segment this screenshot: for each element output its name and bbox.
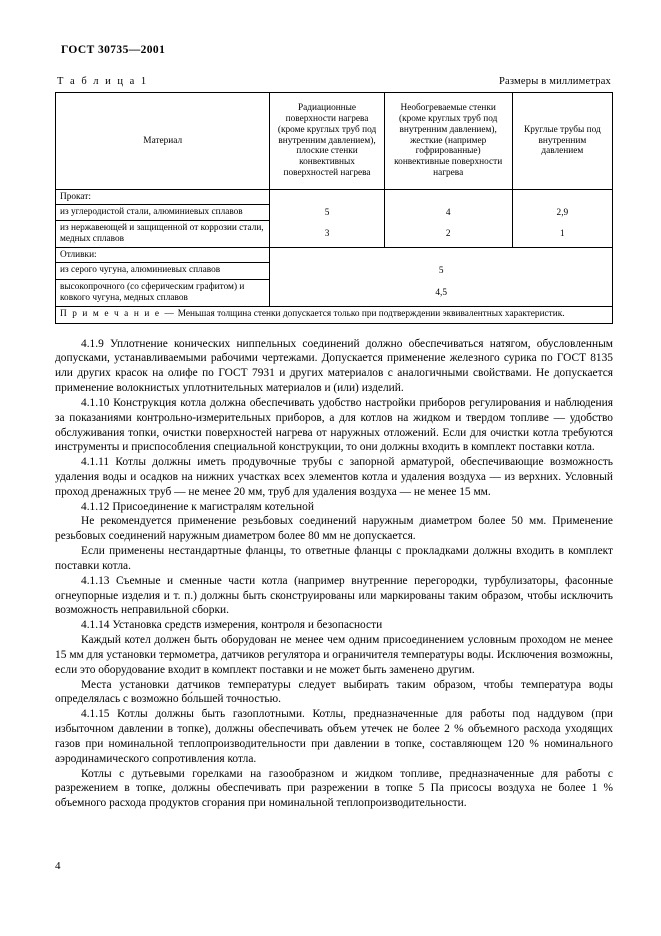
paragraph: 4.1.11 Котлы должны иметь продувочные трубы с запорной арматурой, обеспечивающие возможность удаления воды и осадков на нижних участках всех элементов котла и удаления воздуха — из верхних. Условный проход дренажных труб — не менее 20 мм, труб для удаления воздуха — не менее 15 мм.	[55, 456, 613, 498]
table-value-cell: 5	[270, 205, 384, 221]
table-empty-cell	[384, 190, 512, 205]
paragraph: 4.1.14 Установка средств измерения, контроля и безопасности	[81, 619, 383, 632]
table-value-cell: 1	[512, 221, 612, 248]
table-value-cell: 4,5	[270, 279, 613, 306]
table-note-row	[56, 306, 613, 323]
table-value-cell: 2,9	[512, 205, 612, 221]
table-header-cell: Круглые трубы под внутренним давлением	[512, 93, 612, 190]
paragraph: Не рекомендуется применение резьбовых соединений наружным диаметром более 50 мм. Применение резьбовых соединений наружным диаметром более 80 мм не допускается.	[55, 515, 613, 543]
table-row	[56, 221, 613, 248]
table-caption-label: Т а б л и ц а 1	[57, 76, 149, 87]
paragraph: 4.1.10 Конструкция котла должна обеспечивать удобство настройки приборов регулирования и наблюдения за показаниями контрольно-измерительных приборов, а для котлов на жидком и твердом топливе — удобство обслуживания топки, очистки поверхностей нагрева от наружных отложений. Если для очистки котла требуются инструменты и приспособления специальной конструкции, то они должны входить в комплект поставки котла.	[55, 396, 613, 454]
paragraph: Места установки датчиков температуры следует выбирать таким образом, чтобы температура воды определялась с возможно бо́льшей точностью.	[55, 678, 613, 706]
table-row	[56, 205, 613, 221]
paragraph: Если применены нестандартные фланцы, то ответные фланцы с прокладками должны входить в комплект поставки котла.	[55, 545, 613, 572]
table-units-label: Размеры в миллиметрах	[498, 76, 611, 87]
table-group-row	[56, 190, 613, 205]
table-empty-cell	[512, 190, 612, 205]
standard-header: ГОСТ 30735—2001	[61, 44, 166, 56]
table-note-text: Меньшая толщина стенки допускается только при подтверждении эквивалентных характеристик.	[175, 308, 565, 319]
table-header-cell: Радиационные поверхности нагрева (кроме круглых труб под внутренним давлением), плоские стенки конвективных поверхностей нагрева	[270, 93, 384, 190]
paragraph: Котлы с дутьевыми горелками на газообразном и жидком топливе, предназначенные для работы с разрежением в топке, должны обеспечивать при разрежении в топке 5 Па присосы воздуха не более 1 % объемного расхода продуктов сгорания при номинальной теплопроизводительности.	[55, 767, 613, 810]
body-text	[55, 337, 613, 812]
table-note-lead: П р и м е ч а н и е —	[60, 308, 176, 319]
paragraph: 4.1.9 Уплотнение конических ниппельных соединений должно обеспечиваться натягом, обусловленным допусками, устанавливаемыми рабочими чертежами. Допускается применение железного сурика по ГОСТ 8135 или других красок на олифе по ГОСТ 7931 и других материалов с аналогичными свойствами. Не допускается применение волокнистых уплотнительных материалов и (или) изделий.	[55, 337, 613, 395]
paragraph: 4.1.12 Присоединение к магистралям котельной	[81, 500, 314, 513]
paragraph: 4.1.13 Съемные и сменные части котла (например внутренние перегородки, турбулизаторы, фасонные огнеупорные изделия и т. п.) должны быть сконструированы или маркированы таким образом, чтобы исключить возможность неправильной сборки.	[55, 574, 613, 617]
paragraph: 4.1.15 Котлы должны быть газоплотными. Котлы, предназначенные для работы под наддувом (при избыточном давлении в топке), должны обеспечивать объем утечек не более 2 % объемного расхода уходящих газов при номинальной теплопроизводительности при давлении в топке, составляющем 120 % номинального аэродинамического сопротивления котла.	[55, 708, 613, 765]
table-row	[56, 279, 613, 306]
table-header-cell: Необогреваемые стенки (кроме круглых труб под внутренним давлением), жесткие (например гофрированные) конвективные поверхности нагрева	[384, 93, 512, 190]
table-value-cell: 3	[270, 221, 384, 248]
table-empty-cell	[270, 190, 384, 205]
table-row-label: высокопрочного (со сферическим графитом) и ковкого чугуна, медных сплавов	[56, 279, 270, 306]
table-value-cell: 4	[384, 205, 512, 221]
table-header-cell: Материал	[56, 93, 270, 190]
table-row-label: из нержавеющей и защищенной от коррозии стали, медных сплавов	[56, 221, 270, 248]
table-row	[56, 263, 613, 279]
table-value-cell: 2	[384, 221, 512, 248]
table-group-title: Отливки:	[56, 248, 270, 263]
table-caption	[57, 76, 611, 87]
sizes-table	[55, 92, 613, 324]
table-row-label: из углеродистой стали, алюминиевых сплавов	[56, 205, 270, 221]
table-header-row	[56, 93, 613, 190]
page-number: 4	[55, 860, 61, 872]
table-empty-cell	[270, 248, 613, 263]
paragraph: Каждый котел должен быть оборудован не менее чем одним присоединением условным проходом не менее 15 мм для установки термометра, датчиков регулятора и ограничителя температуры воды. Исключения возможны, если это оборудование входит в комплект поставки и не может быть заменено другим.	[55, 634, 613, 676]
table-group-row	[56, 248, 613, 263]
table-value-cell: 5	[270, 263, 613, 279]
table-row-label: из серого чугуна, алюминиевых сплавов	[56, 263, 270, 279]
table-note	[56, 306, 613, 323]
table-group-title: Прокат:	[56, 190, 270, 205]
